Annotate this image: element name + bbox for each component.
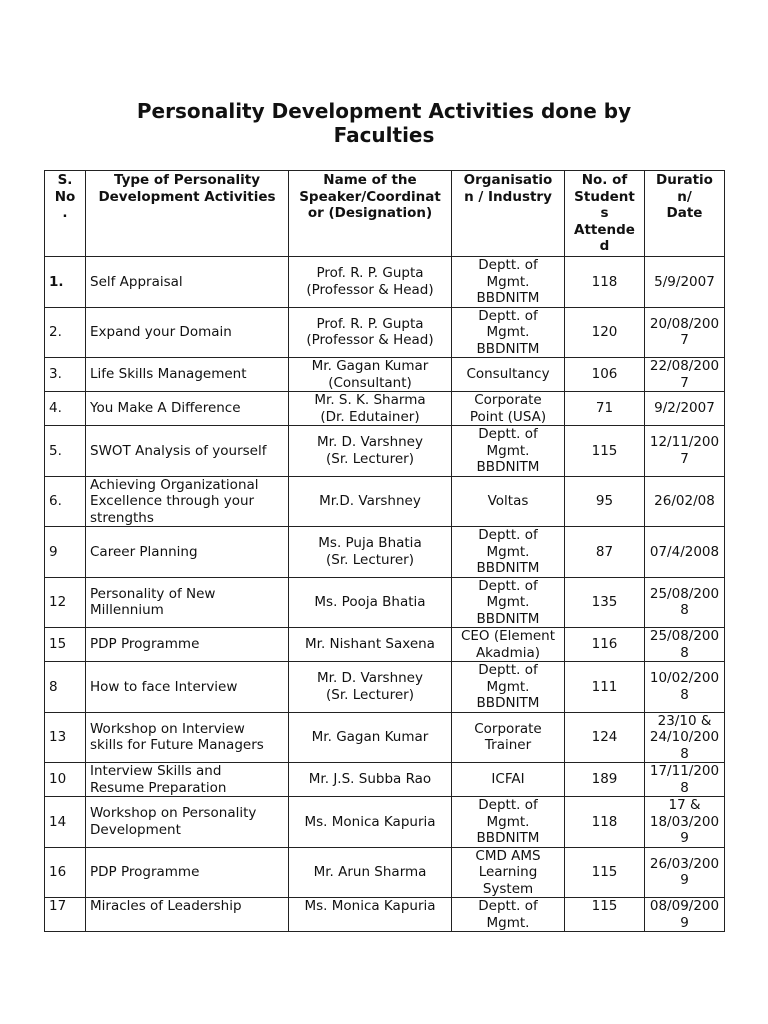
table-row <box>45 898 725 932</box>
students-cell: 124 <box>565 712 645 763</box>
activity-type-cell-line: skills for Future Managers <box>90 737 264 754</box>
duration-cell-line: 24/10/200 <box>649 729 720 745</box>
table-row <box>45 712 725 763</box>
activity-type-cell <box>86 662 289 713</box>
table-row <box>45 763 725 797</box>
activity-type-cell-line: Resume Preparation <box>90 779 227 796</box>
organisation-cell <box>452 628 565 662</box>
duration-cell-line: 07/4/2008 <box>649 543 720 560</box>
organisation-cell-line: Mgmt. <box>486 813 530 830</box>
serial-number-cell: 15 <box>45 628 86 662</box>
organisation-cell <box>452 392 565 426</box>
activity-type-cell-line: How to face Interview <box>90 678 238 695</box>
activity-type-cell-line: Miracles of Leadership <box>90 898 242 914</box>
activity-type-cell <box>86 763 289 797</box>
organisation-cell <box>452 577 565 628</box>
duration-cell <box>645 358 725 392</box>
organisation-cell <box>452 527 565 578</box>
organisation-cell-line: Point (USA) <box>469 408 547 425</box>
serial-number-cell: 1. <box>45 257 86 308</box>
activity-type-cell-line: Life Skills Management <box>90 366 247 383</box>
organisation-cell-line: BBDNITM <box>476 610 540 627</box>
organisation-cell-line: CMD AMS <box>475 847 541 864</box>
speaker-cell-line: Mr. Arun Sharma <box>313 864 427 880</box>
serial-number-cell: 16 <box>45 847 86 898</box>
serial-number-cell: 4. <box>45 392 86 426</box>
speaker-cell-line: Mr. D. Varshney <box>317 670 423 687</box>
speaker-cell-line: (Sr. Lecturer) <box>326 450 414 467</box>
duration-header <box>645 171 725 257</box>
table-row <box>45 662 725 713</box>
students-cell: 115 <box>565 898 645 932</box>
table-row <box>45 527 725 578</box>
organisation-cell <box>452 898 565 932</box>
organisation-header <box>452 171 565 257</box>
speaker-header <box>289 171 452 257</box>
speaker-cell <box>289 476 452 527</box>
students-cell: 189 <box>565 763 645 797</box>
activity-type-cell <box>86 426 289 477</box>
serial-number-cell: 10 <box>45 763 86 797</box>
activity-type-cell-line: Development <box>90 821 181 838</box>
speaker-cell <box>289 358 452 392</box>
speaker-cell-line: (Professor & Head) <box>306 332 434 349</box>
serial-number-cell: 3. <box>45 358 86 392</box>
speaker-cell-line: Ms. Monica Kapuria <box>304 898 436 914</box>
organisation-cell-line: Deptt. of <box>478 257 538 273</box>
table-row <box>45 797 725 848</box>
organisation-cell <box>452 712 565 763</box>
organisation-cell-line: System <box>482 880 534 897</box>
header-line: S. <box>57 172 73 188</box>
table-row <box>45 392 725 426</box>
activity-type-cell <box>86 527 289 578</box>
organisation-cell <box>452 257 565 308</box>
table-header-row <box>45 171 725 257</box>
header-line: Speaker/Coordinat <box>299 188 441 205</box>
organisation-cell-line: CEO (Element <box>460 628 556 644</box>
header-line: Type of Personality <box>113 172 261 188</box>
students-cell: 135 <box>565 577 645 628</box>
activity-type-cell <box>86 577 289 628</box>
organisation-cell <box>452 358 565 392</box>
duration-cell <box>645 527 725 578</box>
speaker-cell-line: Ms. Puja Bhatia <box>318 535 422 552</box>
organisation-cell-line: Deptt. of <box>478 426 538 442</box>
students-cell: 116 <box>565 628 645 662</box>
activity-type-cell-line: Workshop on Personality <box>90 805 257 822</box>
organisation-cell <box>452 763 565 797</box>
duration-cell-line: 9 <box>680 872 689 889</box>
activity-type-cell-line: You Make A Difference <box>90 400 241 417</box>
duration-cell-line: 7 <box>680 332 689 349</box>
speaker-cell-line: (Sr. Lecturer) <box>326 686 414 703</box>
organisation-cell-line: Trainer <box>484 737 532 754</box>
organisation-cell-line: Corporate <box>474 392 542 408</box>
organisation-cell-line: Deptt. of <box>478 662 538 678</box>
speaker-cell-line: Mr. Gagan Kumar <box>311 729 429 745</box>
serial-number-cell: 2. <box>45 307 86 358</box>
students-cell: 106 <box>565 358 645 392</box>
speaker-cell <box>289 628 452 662</box>
duration-cell-line: 18/03/200 <box>649 813 720 830</box>
duration-cell <box>645 307 725 358</box>
sno-header <box>45 171 86 257</box>
organisation-cell-line: Corporate <box>474 720 542 737</box>
duration-cell <box>645 763 725 797</box>
header-line: Student <box>574 188 635 205</box>
duration-cell <box>645 712 725 763</box>
students-cell: 87 <box>565 527 645 578</box>
speaker-cell-line: (Dr. Edutainer) <box>320 408 420 425</box>
organisation-cell <box>452 426 565 477</box>
speaker-cell-line: Mr. Gagan Kumar <box>311 358 429 374</box>
organisation-cell-line: Mgmt. <box>486 442 530 459</box>
organisation-cell-line: BBDNITM <box>476 695 540 711</box>
header-line: n / Industry <box>464 188 552 205</box>
header-line: Organisatio <box>463 172 553 188</box>
speaker-cell <box>289 763 452 797</box>
header-line: No <box>54 188 76 205</box>
duration-cell-line: 25/08/200 <box>649 628 720 644</box>
speaker-cell <box>289 797 452 848</box>
header-line: d <box>599 238 610 254</box>
table-row <box>45 628 725 662</box>
activity-type-cell <box>86 257 289 308</box>
activity-type-cell <box>86 358 289 392</box>
activity-type-cell-line: Career Planning <box>90 543 198 560</box>
speaker-cell <box>289 527 452 578</box>
activity-type-cell-line: strengths <box>90 509 154 526</box>
duration-cell <box>645 847 725 898</box>
serial-number-cell: 13 <box>45 712 86 763</box>
organisation-cell <box>452 797 565 848</box>
organisation-cell-line: Deptt. of <box>478 527 538 543</box>
organisation-cell-line: Deptt. of <box>478 577 538 594</box>
duration-cell-line: 22/08/200 <box>649 358 720 374</box>
header-line: No. of <box>581 172 628 188</box>
organisation-cell-line: Deptt. of <box>478 307 538 324</box>
organisation-cell <box>452 476 565 527</box>
activity-type-cell <box>86 797 289 848</box>
speaker-cell <box>289 662 452 713</box>
speaker-cell <box>289 426 452 477</box>
duration-cell <box>645 577 725 628</box>
organisation-cell-line: ICFAI <box>491 771 525 788</box>
organisation-cell-line: BBDNITM <box>476 459 540 475</box>
organisation-cell <box>452 307 565 358</box>
students-cell: 118 <box>565 257 645 308</box>
speaker-cell <box>289 847 452 898</box>
speaker-cell <box>289 257 452 308</box>
activity-type-cell-line: Personality of New <box>90 585 216 602</box>
organisation-cell-line: Mgmt. <box>486 324 530 340</box>
duration-cell-line: 12/11/200 <box>649 434 720 451</box>
organisation-cell-line: BBDNITM <box>476 290 540 306</box>
table-row <box>45 257 725 308</box>
organisation-cell-line: Voltas <box>487 493 529 509</box>
duration-cell-line: 26/03/200 <box>649 855 720 872</box>
duration-cell-line: 7 <box>680 450 689 467</box>
duration-cell-line: 20/08/200 <box>649 315 720 332</box>
organisation-cell-line: BBDNITM <box>476 830 540 846</box>
type-header <box>86 171 289 257</box>
header-line: Development Activities <box>98 188 276 205</box>
duration-cell <box>645 392 725 426</box>
activity-type-cell-line: Interview Skills and <box>90 763 222 779</box>
organisation-cell <box>452 847 565 898</box>
students-cell: 115 <box>565 847 645 898</box>
title-line-2: Faculties <box>333 123 435 147</box>
speaker-cell <box>289 577 452 628</box>
organisation-cell-line: Mgmt. <box>486 594 530 610</box>
serial-number-cell: 8 <box>45 662 86 713</box>
students-cell: 120 <box>565 307 645 358</box>
header-line: . <box>62 205 68 221</box>
students-header <box>565 171 645 257</box>
serial-number-cell: 17 <box>45 898 86 932</box>
duration-cell-line: 8 <box>680 644 689 661</box>
duration-cell-line: 17/11/200 <box>649 763 720 779</box>
header-line: Name of the <box>323 172 417 188</box>
organisation-cell <box>452 662 565 713</box>
students-cell: 71 <box>565 392 645 426</box>
speaker-cell <box>289 712 452 763</box>
activity-type-cell-line: Expand your Domain <box>90 324 232 340</box>
students-cell: 111 <box>565 662 645 713</box>
header-line: Date <box>666 205 703 221</box>
duration-cell-line: 8 <box>680 745 689 762</box>
activity-type-cell-line: Self Appraisal <box>90 273 183 290</box>
activity-type-cell <box>86 476 289 527</box>
activity-type-cell-line: Excellence through your <box>90 493 255 509</box>
organisation-cell-line: BBDNITM <box>476 340 540 357</box>
duration-cell-line: 26/02/08 <box>654 493 715 509</box>
serial-number-cell: 14 <box>45 797 86 848</box>
speaker-cell-line: Prof. R. P. Gupta <box>316 265 424 282</box>
header-line: s <box>600 205 609 221</box>
table-row <box>45 476 725 527</box>
duration-cell-line: 08/09/200 <box>649 898 720 914</box>
page-title <box>40 99 728 147</box>
organisation-cell-line: Learning <box>478 864 538 880</box>
serial-number-cell: 6. <box>45 476 86 527</box>
speaker-cell-line: Mr. J.S. Subba Rao <box>308 771 432 788</box>
organisation-cell-line: Consultancy <box>466 366 550 383</box>
organisation-cell-line: BBDNITM <box>476 560 540 576</box>
duration-cell-line: 10/02/200 <box>649 670 720 687</box>
speaker-cell-line: Ms. Monica Kapuria <box>304 813 436 830</box>
activity-type-cell <box>86 392 289 426</box>
speaker-cell-line: Ms. Pooja Bhatia <box>314 594 426 610</box>
organisation-cell-line: Mgmt. <box>486 914 530 931</box>
speaker-cell-line: (Consultant) <box>328 374 412 391</box>
organisation-cell-line: Deptt. of <box>478 898 538 914</box>
duration-cell-line: 8 <box>680 686 689 703</box>
header-line: Duration/ <box>656 172 713 205</box>
serial-number-cell: 5. <box>45 426 86 477</box>
organisation-cell-line: Mgmt. <box>486 678 530 695</box>
activity-type-cell <box>86 307 289 358</box>
duration-cell-line: 23/10 & <box>657 712 712 729</box>
speaker-cell-line: (Sr. Lecturer) <box>326 551 414 568</box>
table-body <box>45 257 725 932</box>
duration-cell-line: 17 & <box>668 797 701 813</box>
activity-type-cell-line: Workshop on Interview <box>90 720 245 737</box>
students-cell: 95 <box>565 476 645 527</box>
serial-number-cell: 12 <box>45 577 86 628</box>
duration-cell <box>645 898 725 932</box>
table-row <box>45 577 725 628</box>
speaker-cell-line: Mr.D. Varshney <box>319 493 421 509</box>
organisation-cell-line: Mgmt. <box>486 543 530 560</box>
duration-cell <box>645 628 725 662</box>
duration-cell <box>645 797 725 848</box>
duration-cell-line: 25/08/200 <box>649 585 720 602</box>
duration-cell-line: 8 <box>680 602 689 619</box>
duration-cell-line: 8 <box>680 779 689 796</box>
students-cell: 118 <box>565 797 645 848</box>
duration-cell <box>645 476 725 527</box>
activity-type-cell-line: PDP Programme <box>90 864 200 880</box>
activities-table <box>44 170 725 932</box>
activity-type-cell-line: PDP Programme <box>90 636 200 653</box>
speaker-cell-line: (Professor & Head) <box>306 281 434 298</box>
table-row <box>45 358 725 392</box>
duration-cell-line: 9 <box>680 830 689 846</box>
speaker-cell-line: Mr. Nishant Saxena <box>305 636 435 653</box>
duration-cell <box>645 426 725 477</box>
duration-cell-line: 5/9/2007 <box>654 273 715 290</box>
speaker-cell-line: Prof. R. P. Gupta <box>316 315 424 332</box>
speaker-cell <box>289 898 452 932</box>
students-cell: 115 <box>565 426 645 477</box>
activity-type-cell <box>86 628 289 662</box>
speaker-cell-line: Mr. S. K. Sharma <box>314 392 426 408</box>
header-line: Attende <box>574 221 635 238</box>
serial-number-cell: 9 <box>45 527 86 578</box>
activity-type-cell <box>86 712 289 763</box>
duration-cell-line: 9 <box>680 914 689 931</box>
activity-type-cell-line: Millennium <box>90 602 164 619</box>
header-line: or (Designation) <box>307 205 433 221</box>
activity-type-cell <box>86 898 289 932</box>
speaker-cell <box>289 307 452 358</box>
title-line-1: Personality Development Activities done by <box>136 99 632 123</box>
duration-cell <box>645 257 725 308</box>
organisation-cell-line: Akadmia) <box>475 644 541 661</box>
table-row <box>45 847 725 898</box>
speaker-cell <box>289 392 452 426</box>
activity-type-cell-line: SWOT Analysis of yourself <box>90 442 267 459</box>
activity-type-cell <box>86 847 289 898</box>
duration-cell-line: 7 <box>680 374 689 391</box>
duration-cell-line: 9/2/2007 <box>654 400 715 417</box>
table-row <box>45 426 725 477</box>
organisation-cell-line: Mgmt. <box>486 273 530 290</box>
organisation-cell-line: Deptt. of <box>478 797 538 813</box>
activity-type-cell-line: Achieving Organizational <box>90 476 259 493</box>
speaker-cell-line: Mr. D. Varshney <box>317 434 423 451</box>
duration-cell <box>645 662 725 713</box>
table-row <box>45 307 725 358</box>
